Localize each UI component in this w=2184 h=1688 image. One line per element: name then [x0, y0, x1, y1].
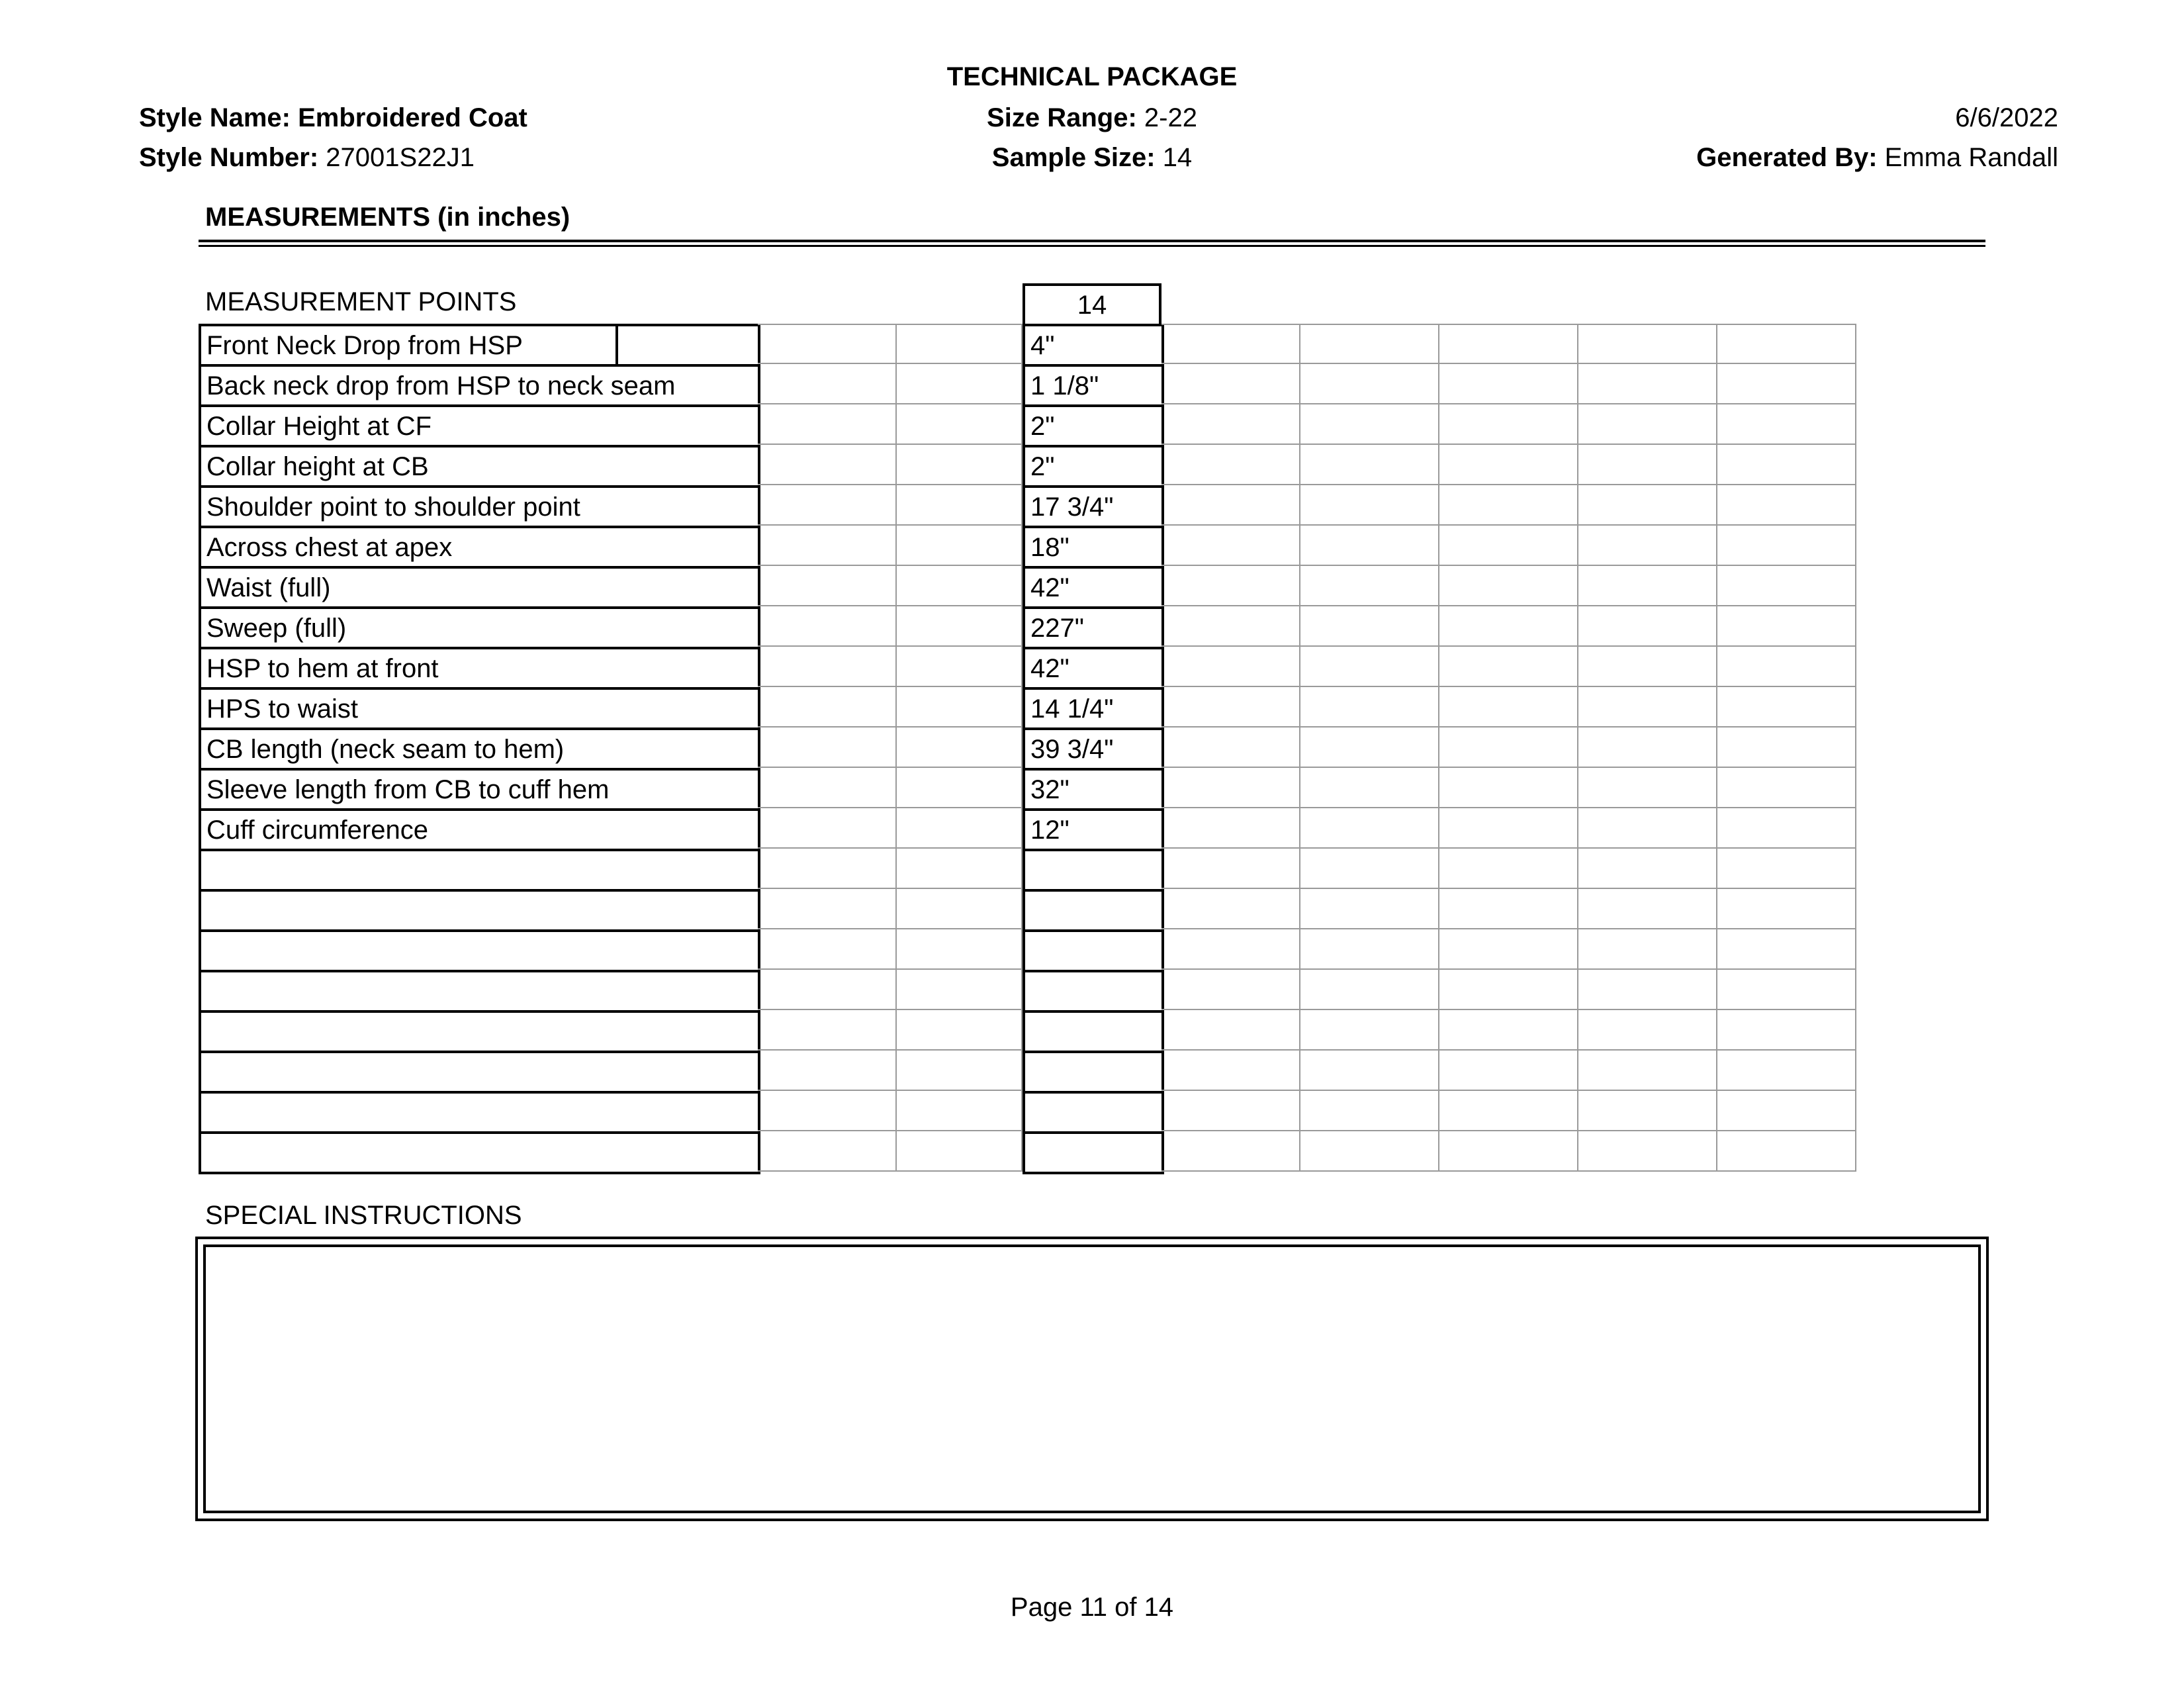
grading-cell[interactable]	[1161, 526, 1300, 566]
grading-cell[interactable]	[1578, 404, 1717, 445]
grading-cell[interactable]	[1300, 485, 1439, 526]
grading-cell[interactable]	[1439, 445, 1578, 485]
grading-cell[interactable]	[758, 808, 897, 849]
grading-cell[interactable]	[1717, 808, 1856, 849]
measurement-value-cell[interactable]: 42"	[1023, 566, 1164, 609]
grading-cell[interactable]	[758, 606, 897, 647]
grading-cell[interactable]	[1300, 889, 1439, 929]
measurement-value-cell[interactable]: 2"	[1023, 445, 1164, 488]
grading-cell[interactable]	[1439, 485, 1578, 526]
grading-cell[interactable]	[1161, 1131, 1300, 1172]
grading-cell[interactable]	[758, 687, 897, 727]
grading-cell[interactable]	[758, 849, 897, 889]
grading-cell[interactable]	[897, 526, 1023, 566]
grading-cell[interactable]	[1300, 364, 1439, 404]
grading-cell[interactable]	[1300, 606, 1439, 647]
grading-cell[interactable]	[1161, 324, 1300, 364]
measurement-point-cell[interactable]	[199, 889, 760, 932]
grading-cell[interactable]	[758, 324, 897, 364]
grading-cell[interactable]	[1578, 526, 1717, 566]
grading-cell[interactable]	[1161, 606, 1300, 647]
measurement-value-cell[interactable]	[1023, 929, 1164, 972]
grading-cell[interactable]	[897, 849, 1023, 889]
grading-cell[interactable]	[897, 687, 1023, 727]
grading-cell[interactable]	[758, 1131, 897, 1172]
grading-cell[interactable]	[1161, 445, 1300, 485]
measurement-point-cell[interactable]: Collar height at CB	[199, 445, 760, 488]
grading-cell[interactable]	[1161, 687, 1300, 727]
measurement-point-cell[interactable]	[199, 849, 760, 892]
grading-cell[interactable]	[1578, 566, 1717, 606]
measurement-point-cell[interactable]: HSP to hem at front	[199, 647, 760, 690]
grading-cell[interactable]	[1717, 1051, 1856, 1091]
measurement-value-cell[interactable]	[1023, 1051, 1164, 1094]
measurement-point-cell[interactable]	[199, 1051, 760, 1094]
measurement-point-cell[interactable]: Shoulder point to shoulder point	[199, 485, 760, 528]
measurement-value-cell[interactable]	[1023, 1091, 1164, 1134]
grading-cell[interactable]	[1578, 445, 1717, 485]
grading-cell[interactable]	[1300, 647, 1439, 687]
grading-cell[interactable]	[758, 970, 897, 1010]
grading-cell[interactable]	[1161, 1091, 1300, 1131]
grading-cell[interactable]	[758, 445, 897, 485]
grading-cell[interactable]	[758, 364, 897, 404]
measurement-value-cell[interactable]: 12"	[1023, 808, 1164, 851]
grading-cell[interactable]	[758, 1091, 897, 1131]
style-name-label: Style Name:	[139, 103, 291, 132]
grading-cell[interactable]	[897, 364, 1023, 404]
grading-cell[interactable]	[897, 485, 1023, 526]
grading-cell[interactable]	[1578, 1091, 1717, 1131]
grading-cell[interactable]	[1439, 364, 1578, 404]
grading-cell[interactable]	[1717, 566, 1856, 606]
grading-cell[interactable]	[1578, 727, 1717, 768]
grading-cell[interactable]	[1717, 526, 1856, 566]
grading-cell[interactable]	[1439, 808, 1578, 849]
grading-cell[interactable]	[1161, 647, 1300, 687]
grading-cell[interactable]	[758, 404, 897, 445]
special-instructions-field[interactable]	[203, 1244, 1981, 1513]
grading-cell[interactable]	[897, 566, 1023, 606]
measurement-value-cell[interactable]	[1023, 889, 1164, 932]
measurement-point-cell[interactable]: Sleeve length from CB to cuff hem	[199, 768, 760, 811]
document-date: 6/6/2022	[1955, 103, 2058, 132]
grading-cell[interactable]	[1439, 849, 1578, 889]
grading-cell[interactable]	[897, 1010, 1023, 1051]
grading-cell[interactable]	[1578, 647, 1717, 687]
grading-cell[interactable]	[1161, 1051, 1300, 1091]
grading-cell[interactable]	[1439, 929, 1578, 970]
grading-cell[interactable]	[1161, 364, 1300, 404]
grading-cell[interactable]	[897, 404, 1023, 445]
measurement-value-cell[interactable]: 227"	[1023, 606, 1164, 649]
grading-cell[interactable]	[1717, 364, 1856, 404]
measurement-value-cell[interactable]: 2"	[1023, 404, 1164, 447]
grading-cell[interactable]	[1717, 768, 1856, 808]
grading-cell[interactable]	[1300, 727, 1439, 768]
grading-cell[interactable]	[1578, 929, 1717, 970]
grading-cell[interactable]	[1578, 808, 1717, 849]
page-number: Page 11 of 14	[1010, 1593, 1174, 1622]
size-range	[0, 102, 2184, 134]
grading-cell[interactable]	[897, 1051, 1023, 1091]
grading-cell[interactable]	[758, 566, 897, 606]
grading-cell[interactable]	[1578, 849, 1717, 889]
grading-cell[interactable]	[1439, 1051, 1578, 1091]
grading-cell[interactable]	[1300, 566, 1439, 606]
grading-cell[interactable]	[1578, 889, 1717, 929]
grading-cell[interactable]	[1717, 849, 1856, 889]
grading-cell[interactable]	[897, 808, 1023, 849]
grading-cell[interactable]	[1161, 889, 1300, 929]
grading-cell[interactable]	[897, 606, 1023, 647]
measurement-value-cell[interactable]: 14 1/4"	[1023, 687, 1164, 730]
grading-cell[interactable]	[1161, 727, 1300, 768]
grading-cell[interactable]	[1717, 687, 1856, 727]
measurement-value-cell[interactable]	[1023, 1131, 1164, 1174]
grading-cell[interactable]	[1578, 1131, 1717, 1172]
grading-cell[interactable]	[1161, 1010, 1300, 1051]
grading-cell[interactable]	[1300, 1091, 1439, 1131]
grading-cell[interactable]	[1439, 404, 1578, 445]
grading-cell[interactable]	[1578, 364, 1717, 404]
measurement-value-cell[interactable]: 4"	[1023, 324, 1164, 367]
grading-cell[interactable]	[1717, 445, 1856, 485]
measurement-value-cell[interactable]: 39 3/4"	[1023, 727, 1164, 771]
grading-cell[interactable]	[1439, 889, 1578, 929]
measurements-heading: MEASUREMENTS (in inches)	[205, 203, 570, 232]
grading-cell[interactable]	[1300, 768, 1439, 808]
grading-cell[interactable]	[1300, 526, 1439, 566]
measurement-point-cell[interactable]: Waist (full)	[199, 566, 760, 609]
grading-cell[interactable]	[1578, 1051, 1717, 1091]
grading-cell[interactable]	[1578, 970, 1717, 1010]
grading-cell[interactable]	[1439, 1091, 1578, 1131]
grading-cell[interactable]	[758, 768, 897, 808]
grading-cell[interactable]	[1161, 808, 1300, 849]
grading-cell[interactable]	[1578, 324, 1717, 364]
measurement-point-cell[interactable]: HPS to waist	[199, 687, 760, 730]
grading-cell[interactable]	[1717, 324, 1856, 364]
grading-cell[interactable]	[1300, 404, 1439, 445]
grading-cell[interactable]	[1578, 485, 1717, 526]
measurement-points-label: MEASUREMENT POINTS	[205, 287, 517, 316]
grading-cell[interactable]	[1300, 1010, 1439, 1051]
grading-cell[interactable]	[897, 1131, 1023, 1172]
grading-cell[interactable]	[1717, 404, 1856, 445]
grading-cell[interactable]	[1161, 768, 1300, 808]
size-range-value: 2-22	[1144, 103, 1197, 132]
grading-cell[interactable]	[758, 647, 897, 687]
document-title: TECHNICAL PACKAGE	[946, 62, 1238, 91]
grading-cell[interactable]	[897, 727, 1023, 768]
grading-cell[interactable]	[1161, 970, 1300, 1010]
grading-cell[interactable]	[1578, 1010, 1717, 1051]
grading-cell[interactable]	[897, 1091, 1023, 1131]
measurement-point-cell[interactable]: Sweep (full)	[199, 606, 760, 649]
grading-cell[interactable]	[1717, 647, 1856, 687]
grading-cell[interactable]	[1439, 768, 1578, 808]
size-column-header: 14	[1023, 283, 1161, 326]
measurement-value-cell[interactable]: 1 1/8"	[1023, 364, 1164, 407]
generated-by-label: Generated By:	[1696, 143, 1878, 172]
grading-cell[interactable]	[758, 485, 897, 526]
grading-cell[interactable]	[1161, 929, 1300, 970]
cell-divider	[615, 324, 618, 365]
grading-cell[interactable]	[1717, 970, 1856, 1010]
size-range-label: Size Range:	[987, 103, 1137, 132]
grading-cell[interactable]	[1161, 566, 1300, 606]
grading-cell[interactable]	[1717, 889, 1856, 929]
grading-cell[interactable]	[1717, 485, 1856, 526]
grading-cell[interactable]	[897, 768, 1023, 808]
grading-cell[interactable]	[1300, 929, 1439, 970]
grading-cell[interactable]	[758, 929, 897, 970]
measurement-value-cell[interactable]	[1023, 970, 1164, 1013]
measurement-point-cell[interactable]	[199, 1131, 760, 1174]
grading-cell[interactable]	[1439, 566, 1578, 606]
measurement-point-cell[interactable]: Back neck drop from HSP to neck seam	[199, 364, 760, 407]
grading-cell[interactable]	[897, 889, 1023, 929]
grading-cell[interactable]	[1578, 606, 1717, 647]
grading-cell[interactable]	[1300, 324, 1439, 364]
grading-cell[interactable]	[1439, 970, 1578, 1010]
grading-cell[interactable]	[1161, 485, 1300, 526]
grading-cell[interactable]	[1161, 849, 1300, 889]
grading-cell[interactable]	[1300, 687, 1439, 727]
generated-by-value: Emma Randall	[1884, 143, 2058, 172]
grading-cell[interactable]	[758, 1051, 897, 1091]
grading-cell[interactable]	[1439, 526, 1578, 566]
grading-cell[interactable]	[1439, 606, 1578, 647]
measurement-point-cell[interactable]	[199, 929, 760, 972]
grading-cell[interactable]	[897, 324, 1023, 364]
grading-cell[interactable]	[1300, 1131, 1439, 1172]
measurement-point-cell[interactable]	[199, 970, 760, 1013]
grading-cell[interactable]	[758, 1010, 897, 1051]
grading-cell[interactable]	[1300, 1051, 1439, 1091]
grading-cell[interactable]	[1717, 1091, 1856, 1131]
grading-cell[interactable]	[1161, 404, 1300, 445]
measurement-point-cell[interactable]: Front Neck Drop from HSP	[199, 324, 760, 367]
measurement-point-cell[interactable]: CB length (neck seam to hem)	[199, 727, 760, 771]
special-instructions-box[interactable]	[195, 1237, 1989, 1521]
grading-cell[interactable]	[1439, 727, 1578, 768]
grading-cell[interactable]	[1439, 1010, 1578, 1051]
measurement-value-cell[interactable]	[1023, 849, 1164, 892]
measurement-point-cell[interactable]: Across chest at apex	[199, 526, 760, 569]
sample-size-label: Sample Size:	[991, 143, 1156, 172]
measurement-point-cell[interactable]	[199, 1091, 760, 1134]
grading-cell[interactable]	[1578, 768, 1717, 808]
grading-cell[interactable]	[897, 970, 1023, 1010]
measurement-point-cell[interactable]: Cuff circumference	[199, 808, 760, 851]
grading-cell[interactable]	[1300, 808, 1439, 849]
grading-cell[interactable]	[1439, 687, 1578, 727]
grading-cell[interactable]	[1717, 929, 1856, 970]
measurement-point-cell[interactable]: Collar Height at CF	[199, 404, 760, 447]
grading-cell[interactable]	[1439, 647, 1578, 687]
grading-cell[interactable]	[758, 889, 897, 929]
style-name-value: Embroidered Coat	[298, 103, 527, 132]
grading-cell[interactable]	[758, 526, 897, 566]
grading-cell[interactable]	[1439, 324, 1578, 364]
grading-cell[interactable]	[897, 929, 1023, 970]
grading-cell[interactable]	[1717, 1010, 1856, 1051]
measurement-point-cell[interactable]	[199, 1010, 760, 1053]
grading-cell[interactable]	[1717, 1131, 1856, 1172]
measurement-value-cell[interactable]: 32"	[1023, 768, 1164, 811]
grading-cell[interactable]	[897, 647, 1023, 687]
measurement-value-cell[interactable]	[1023, 1010, 1164, 1053]
grading-cell[interactable]	[897, 445, 1023, 485]
measurement-value-cell[interactable]: 42"	[1023, 647, 1164, 690]
generated-by	[1696, 142, 2058, 173]
measurement-value-cell[interactable]: 18"	[1023, 526, 1164, 569]
sample-size-value: 14	[1162, 143, 1193, 172]
style-number-label: Style Number:	[139, 143, 319, 172]
measurements-divider	[199, 240, 1985, 247]
style-number-value: 27001S22J1	[326, 143, 475, 172]
grading-cell[interactable]	[1439, 1131, 1578, 1172]
grading-cell[interactable]	[1717, 606, 1856, 647]
special-instructions-label: SPECIAL INSTRUCTIONS	[205, 1201, 522, 1230]
measurement-value-cell[interactable]: 17 3/4"	[1023, 485, 1164, 528]
grading-cell[interactable]	[1717, 727, 1856, 768]
grading-cell[interactable]	[758, 727, 897, 768]
grading-cell[interactable]	[1300, 970, 1439, 1010]
grading-cell[interactable]	[1300, 445, 1439, 485]
grading-cell[interactable]	[1300, 849, 1439, 889]
grading-cell[interactable]	[1578, 687, 1717, 727]
